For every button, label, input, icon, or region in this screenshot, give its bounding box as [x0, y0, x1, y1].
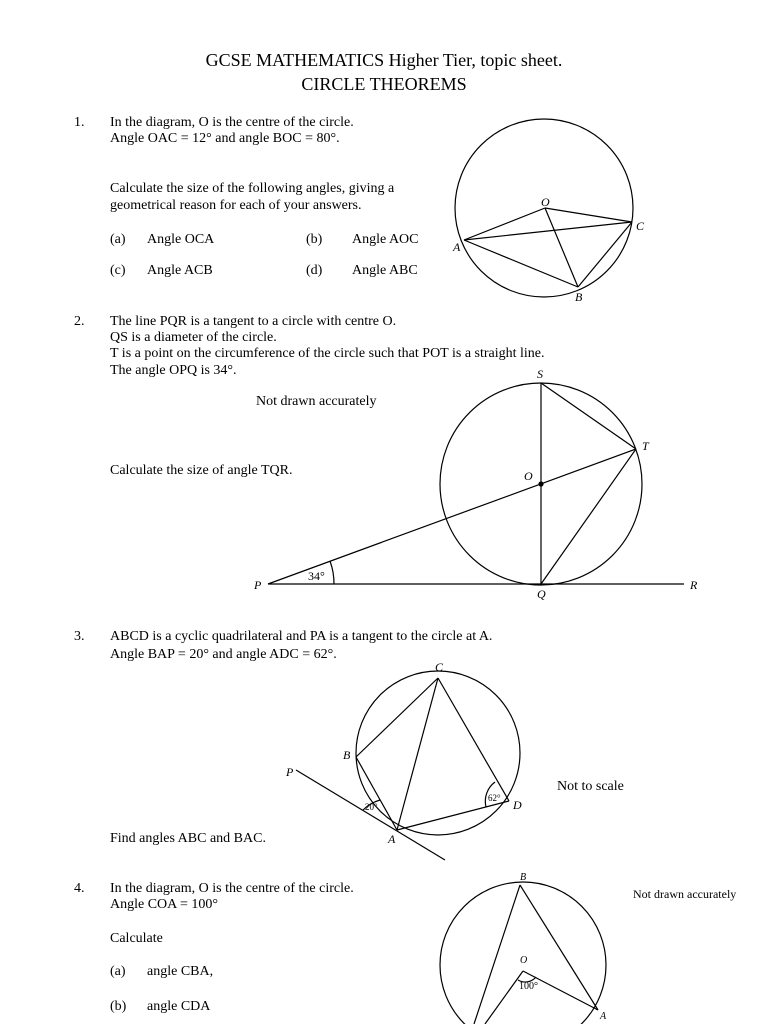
q3-line1: ABCD is a cyclic quadrilateral and PA is a tangent to the circle at A. [110, 629, 493, 644]
q1-part-a-text: Angle OCA [147, 232, 215, 247]
q1-label-c: C [636, 219, 645, 233]
q2-label-s: S [537, 367, 543, 381]
q3-note: Not to scale [557, 779, 624, 794]
q4-part-b-label: (b) [110, 999, 127, 1014]
q2-label-r: R [690, 578, 698, 592]
q1-line-bc [578, 222, 632, 287]
q3-line2: Angle BAP = 20° and angle ADC = 62°. [110, 647, 337, 662]
q1-instruction1: Calculate the size of the following angles, giving a [110, 181, 395, 196]
q3-line-ac [397, 678, 438, 830]
q1-part-c-label: (c) [110, 263, 126, 278]
q3-diagram [296, 671, 520, 860]
q4-line-oc [485, 971, 523, 1024]
q2-line3: T is a point on the circumference of the circle such that POT is a straight line. [110, 346, 545, 361]
q3-label-c: C [435, 660, 444, 674]
q2-line1: The line PQR is a tangent to a circle with centre O. [110, 314, 397, 329]
q3-number: 3. [74, 629, 85, 644]
q4-line-bc [474, 885, 520, 1024]
q2-label-q: Q [537, 587, 546, 601]
q3-question: Find angles ABC and BAC. [110, 831, 266, 846]
q4-circle [440, 882, 606, 1024]
q2-line-st [541, 383, 636, 449]
q2-question: Calculate the size of angle TQR. [110, 463, 293, 478]
q4-calc: Calculate [110, 931, 163, 946]
q3-angle-label-20: 20° [365, 802, 378, 812]
q3-line-bc [356, 678, 438, 757]
q1-part-b-label: (b) [306, 232, 323, 247]
q1-part-b-text: Angle AOC [352, 232, 419, 247]
q2-angle-arc [330, 561, 334, 584]
q1-part-a-label: (a) [110, 232, 126, 247]
q1-part-d-label: (d) [306, 263, 323, 278]
q1-label-a: A [453, 240, 461, 254]
q2-line2: QS is a diameter of the circle. [110, 330, 277, 345]
q1-part-d-text: Angle ABC [352, 263, 418, 278]
q1-number: 1. [74, 115, 85, 130]
q2-diagram [268, 383, 684, 585]
q2-centre-dot [538, 481, 543, 486]
q3-line-cd [438, 678, 509, 801]
q1-instruction2: geometrical reason for each of your answers. [110, 198, 362, 213]
q4-label-o: O [520, 955, 528, 966]
q1-label-o: O [541, 195, 550, 209]
q2-line-pot [268, 449, 636, 584]
q3-label-p: P [286, 765, 294, 779]
q4-line2: Angle COA = 100° [110, 897, 218, 912]
q2-angle-label: 34° [308, 569, 325, 583]
q3-circle [356, 671, 520, 835]
q4-part-a-label: (a) [110, 964, 126, 979]
q2-number: 2. [74, 314, 85, 329]
page-title: GCSE MATHEMATICS Higher Tier, topic sheet. [205, 50, 563, 70]
q3-label-a: A [388, 832, 396, 846]
q2-label-p: P [254, 578, 262, 592]
q2-line4: The angle OPQ is 34°. [110, 363, 237, 378]
q4-angle-label: 100° [519, 981, 538, 992]
q1-part-c-text: Angle ACB [147, 263, 213, 278]
q2-label-t: T [642, 439, 649, 453]
q3-angle-label-62: 62° [488, 793, 501, 803]
q2-note: Not drawn accurately [256, 394, 377, 409]
q2-line-qt [541, 449, 636, 584]
q4-label-a: A [600, 1011, 607, 1022]
q1-line-oc [545, 208, 632, 222]
q2-label-o: O [524, 469, 533, 483]
q4-diagram [440, 882, 606, 1024]
q4-number: 4. [74, 881, 85, 896]
q4-note: Not drawn accurately [633, 887, 737, 901]
q4-part-a-text: angle CBA, [147, 964, 214, 979]
q3-line-da [397, 801, 509, 830]
q1-label-b: B [575, 290, 583, 304]
q4-part-b-text: angle CDA [147, 999, 211, 1014]
q3-label-d: D [513, 798, 522, 812]
page-subtitle: CIRCLE THEOREMS [301, 74, 467, 94]
q1-line2: Angle OAC = 12° and angle BOC = 80°. [110, 131, 340, 146]
q3-label-b: B [343, 748, 351, 762]
q1-line-ac [464, 222, 632, 240]
q1-line1: In the diagram, O is the centre of the circle. [110, 115, 354, 130]
q4-label-b: B [520, 872, 527, 883]
q4-line1: In the diagram, O is the centre of the circle. [110, 881, 354, 896]
